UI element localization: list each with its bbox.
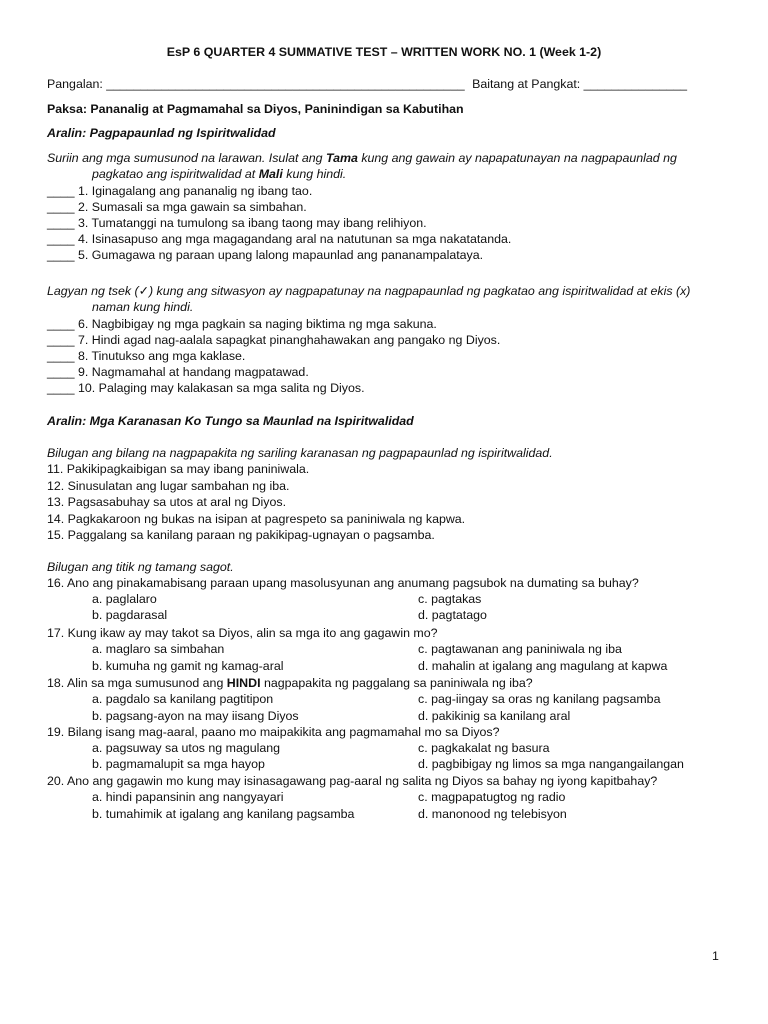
instr-text: kung ang gawain ay napapatunayan na nagpapaunlad ng [357, 151, 677, 165]
list-item: ____ 5. Gumagawa ng paraan upang lalong mapaunlad ang pananampalataya. [47, 248, 484, 262]
choice-c: c. pagtakas [418, 592, 482, 606]
instruction-2-line-2: naman kung hindi. [92, 300, 194, 314]
choice-row [0, 691, 768, 707]
choice-c: c. pag-iingay sa oras ng kanilang pagsamba [418, 692, 661, 706]
list-item: ____ 10. Palaging may kalakasan sa mga salita ng Diyos. [47, 381, 365, 395]
choice-b: b. kumuha ng gamit ng kamag-aral [92, 659, 284, 673]
choice-a: a. pagsuway sa utos ng magulang [92, 741, 281, 755]
instr-keyword-tama: Tama [325, 151, 358, 165]
question-19: 19. Bilang isang mag-aaral, paano mo maipakikita ang pagmamahal mo sa Diyos? [47, 725, 500, 739]
list-item: ____ 3. Tumatanggi na tumulong sa ibang taong may ibang relihiyon. [47, 216, 427, 230]
choice-a: a. hindi papansinin ang nangyayari [92, 790, 284, 804]
grade-label: Baitang at Pangkat: [472, 77, 581, 91]
choice-row [0, 708, 768, 724]
instruction-1-line-1 [47, 150, 677, 166]
choice-d: d. pakikinig sa kanilang aral [418, 709, 571, 723]
list-item: ____ 1. Iginagalang ang pananalig ng ibang tao. [47, 184, 313, 198]
choice-d: d. manonood ng telebisyon [418, 807, 567, 821]
choice-a: a. maglaro sa simbahan [92, 642, 225, 656]
choice-row [0, 591, 768, 607]
question-keyword-hindi: HINDI [226, 676, 261, 690]
list-item: ____ 8. Tinutukso ang mga kaklase. [47, 349, 246, 363]
instr-text: kung hindi. [282, 167, 347, 181]
list-item: 14. Pagkakaroon ng bukas na isipan at pagrespeto sa paniniwala ng kapwa. [47, 512, 466, 526]
instruction-4: Bilugan ang titik ng tamang sagot. [47, 560, 234, 574]
choice-row [0, 607, 768, 623]
topic-heading: Paksa: Pananalig at Pagmamahal sa Diyos, Paninindigan sa Kabutihan [47, 102, 464, 116]
choice-b: b. pagmamalupit sa mga hayop [92, 757, 265, 771]
list-item: ____ 7. Hindi agad nag-aalala sapagkat pinanghahawakan ang pangako ng Diyos. [47, 333, 501, 347]
choice-row [0, 806, 768, 822]
choice-d: d. pagtatago [418, 608, 487, 622]
choice-row [0, 756, 768, 772]
choice-row [0, 658, 768, 674]
grade-blank: _______________ [583, 77, 688, 91]
instruction-2-line-1: Lagyan ng tsek (✓) kung ang sitwasyon ay nagpapatunay na nagpapaunlad ng pagkatao ang ispiritwalidad at ekis (x) [47, 284, 691, 298]
choice-d: d. mahalin at igalang ang magulang at kapwa [418, 659, 668, 673]
lesson2-title: Aralin: Mga Karanasan Ko Tungo sa Maunlad na Ispiritwalidad [47, 414, 414, 428]
list-item: 13. Pagsasabuhay sa utos at aral ng Diyos. [47, 495, 287, 509]
question-20: 20. Ano ang gagawin mo kung may isinasagawang pag-aaral ng salita ng Diyos sa bahay ng iyong kapitbahay? [47, 774, 658, 788]
list-item: ____ 4. Isinasapuso ang mga magagandang aral na natutunan sa mga nakatatanda. [47, 232, 512, 246]
list-item: ____ 6. Nagbibigay ng mga pagkain sa naging biktima ng mga sakuna. [47, 317, 437, 331]
list-item: ____ 2. Sumasali sa mga gawain sa simbahan. [47, 200, 307, 214]
choice-c: c. magpapatugtog ng radio [418, 790, 566, 804]
instr-text: pagkatao ang ispiritwalidad at [92, 167, 259, 181]
question-text: nagpapakita ng paggalang sa paniniwala ng iba? [260, 676, 533, 690]
name-label: Pangalan: [47, 77, 103, 91]
choice-a: a. paglalaro [92, 592, 157, 606]
choice-a: a. pagdalo sa kanilang pagtitipon [92, 692, 274, 706]
question-17: 17. Kung ikaw ay may takot sa Diyos, alin sa mga ito ang gagawin mo? [47, 626, 438, 640]
choice-b: b. pagdarasal [92, 608, 168, 622]
instr-keyword-mali: Mali [258, 167, 283, 181]
name-blank: ____________________________________________________ [106, 77, 465, 91]
list-item: ____ 9. Nagmamahal at handang magpatawad. [47, 365, 309, 379]
choice-d: d. pagbibigay ng limos sa mga nangangailangan [418, 757, 684, 771]
choice-row [0, 740, 768, 756]
question-18 [47, 675, 533, 691]
choice-row [0, 789, 768, 805]
choice-b: b. tumahimik at igalang ang kanilang pagsamba [92, 807, 355, 821]
question-16: 16. Ano ang pinakamabisang paraan upang masolusyunan ang anumang pagsubok na dumating sa buhay? [47, 576, 639, 590]
choice-c: c. pagkakalat ng basura [418, 741, 550, 755]
name-line [47, 76, 687, 92]
list-item: 12. Sinusulatan ang lugar sambahan ng iba. [47, 479, 290, 493]
choice-b: b. pagsang-ayon na may iisang Diyos [92, 709, 299, 723]
page-title: EsP 6 QUARTER 4 SUMMATIVE TEST – WRITTEN WORK NO. 1 (Week 1-2) [166, 45, 602, 59]
lesson1-title: Aralin: Pagpapaunlad ng Ispiritwalidad [47, 126, 276, 140]
page-number: 1 [712, 949, 719, 963]
list-item: 15. Paggalang sa kanilang paraan ng pakikipag-ugnayan o pagsamba. [47, 528, 435, 542]
list-item: 11. Pakikipagkaibigan sa may ibang paniniwala. [47, 462, 310, 476]
choice-row [0, 641, 768, 657]
instruction-1-line-2 [92, 166, 346, 182]
choice-c: c. pagtawanan ang paniniwala ng iba [418, 642, 622, 656]
question-text: 18. Alin sa mga sumusunod ang [47, 676, 227, 690]
instruction-3: Bilugan ang bilang na nagpapakita ng sariling karanasan ng pagpapaunlad ng ispiritwalidad. [47, 446, 553, 460]
instr-text: Suriin ang mga sumusunod na larawan. Isulat ang [47, 151, 326, 165]
